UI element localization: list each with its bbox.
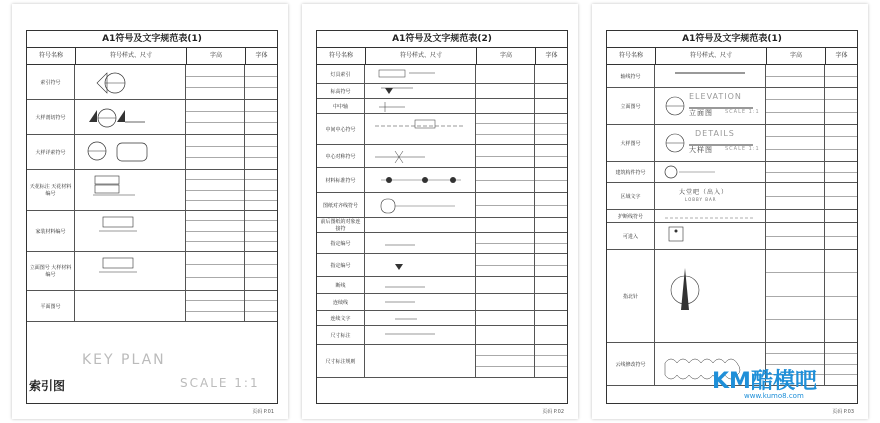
row-font [245,135,277,169]
page-1 [12,4,288,419]
row-font [825,88,857,124]
table-header [607,48,857,65]
row-name: 中心对称符号 [317,145,365,167]
row-font [825,210,857,222]
table-row [317,145,567,168]
row-symbol [365,345,476,377]
table-row [317,168,567,193]
row-height [186,291,245,321]
table-row [607,65,857,88]
header-style: 符号样式、尺寸 [76,48,187,64]
row-symbol [655,162,766,182]
row-name: 家装材料编号 [27,211,75,251]
watermark-logo: KM酷模吧 [712,369,817,394]
row-symbol [365,168,476,192]
table-header [27,48,277,65]
row-font [245,65,277,99]
row-name: 护断线符号 [607,210,655,222]
table-title: A1符号及文字规范表(2) [317,31,567,48]
row-symbol [365,311,476,325]
row-symbol [655,210,766,222]
row-symbol [365,114,476,144]
page-3 [592,4,868,419]
row-font [535,114,567,144]
spec-table-2 [316,30,568,404]
table-row [27,291,277,322]
row-name: 云线修改符号 [607,343,655,385]
row-name: 标高符号 [317,84,365,98]
row-height [476,99,535,113]
table-row [27,65,277,100]
row-height [476,84,535,98]
row-font [535,193,567,217]
header-height: 字高 [767,48,826,64]
row-name: 索引符号 [27,65,75,99]
row-font [535,218,567,232]
row-height [766,250,825,342]
row-font [535,254,567,276]
row-height [476,114,535,144]
row-height [186,65,245,99]
table-row [317,294,567,311]
row-name: 尺寸标注规则 [317,345,365,377]
row-font [825,223,857,249]
row-font [825,65,857,87]
row-symbol [365,326,476,344]
row-font [535,145,567,167]
table-title: A1符号及文字规范表(1) [607,31,857,48]
row-symbol [365,233,476,253]
row-font [245,170,277,210]
row-name: 前后图纸的对象连接符 [317,218,365,232]
row-name: 指定编号 [317,233,365,253]
row-symbol [655,223,766,249]
row-height [476,277,535,293]
row-font [825,125,857,161]
table-row [27,135,277,170]
row-font [535,65,567,83]
index-label: 索引图 [29,379,66,393]
row-height [766,65,825,87]
watermark-url: www.kumo8.com [744,392,804,400]
row-symbol [75,291,186,321]
table-row [317,193,567,218]
scale-label: SCALE 1:1 [180,376,260,390]
table-row [607,162,857,183]
table-row [27,252,277,291]
header-name: 符号名称 [27,48,76,64]
table-row [27,170,277,211]
row-symbol [365,294,476,310]
row-symbol [75,135,186,169]
table-row [607,183,857,210]
row-name: 中间中心符号 [317,114,365,144]
row-font [535,99,567,113]
symbol-text: 大堂吧（出入） [679,189,729,196]
row-symbol [365,218,476,232]
row-height [476,326,535,344]
row-name: 材料标准符号 [317,168,365,192]
row-height [766,125,825,161]
row-font [245,252,277,290]
row-height [186,170,245,210]
row-height [766,223,825,249]
symbol-text: 立面图 [689,109,713,117]
row-font [245,291,277,321]
row-font [535,326,567,344]
spec-table-1 [26,30,278,404]
row-font [535,311,567,325]
header-name: 符号名称 [317,48,366,64]
row-symbol [655,250,766,342]
row-height [186,135,245,169]
row-name: 灯具索引 [317,65,365,83]
header-style: 符号样式、尺寸 [366,48,477,64]
row-height [476,168,535,192]
row-font [535,294,567,310]
row-name: 图纸对齐线符号 [317,193,365,217]
row-symbol [365,193,476,217]
row-height [476,65,535,83]
table-header [317,48,567,65]
row-name: 立面图号 大样材料编号 [27,252,75,290]
row-name: 立面图号 [607,88,655,124]
spec-table-3 [606,30,858,404]
row-symbol [365,254,476,276]
row-height [186,100,245,134]
keyplan-label: KEY PLAN [82,352,166,368]
row-font [825,343,857,385]
row-symbol [365,99,476,113]
row-font [535,168,567,192]
table-row [317,233,567,254]
symbol-text: SCALE 1:1 [725,146,760,152]
header-style: 符号样式、尺寸 [656,48,767,64]
row-symbol [75,65,186,99]
row-name: 轴线符号 [607,65,655,87]
table-row [317,277,567,294]
row-font [245,211,277,251]
row-symbol [75,100,186,134]
row-symbol [365,145,476,167]
row-height [476,145,535,167]
row-name: 中中轴 [317,99,365,113]
table-row [607,223,857,250]
row-height [766,183,825,209]
row-height [476,193,535,217]
header-font: 字体 [835,52,848,59]
table-row [317,311,567,326]
table-row [607,250,857,343]
table-row [317,218,567,233]
table-row [27,211,277,252]
row-name: 大样图号 [607,125,655,161]
row-height [476,294,535,310]
table-row [317,99,567,114]
row-symbol [365,65,476,83]
row-name: 建筑构件符号 [607,162,655,182]
row-name: 指定编号 [317,254,365,276]
page-2 [302,4,578,419]
row-symbol [75,252,186,290]
row-symbol [75,211,186,251]
row-font [535,233,567,253]
page-number: 页码 P.03 [832,409,854,415]
header-font: 字体 [545,52,558,59]
row-symbol [655,65,766,87]
page-number: 页码 P.02 [542,409,564,415]
row-height [476,345,535,377]
row-name: 断线 [317,277,365,293]
row-height [476,254,535,276]
row-font [535,277,567,293]
symbol-text: SCALE 1:1 [725,109,760,115]
symbol-text: DETAILS [695,129,735,138]
row-name: 可进入 [607,223,655,249]
table-title: A1符号及文字规范表(1) [27,31,277,48]
row-height [766,88,825,124]
row-symbol [655,183,766,209]
row-symbol [655,88,766,124]
row-font [535,84,567,98]
table-row [317,326,567,345]
symbol-text: LOBBY BAR [685,197,717,202]
row-height [766,162,825,182]
table-row [317,84,567,99]
table-row [27,100,277,135]
table-row [317,65,567,84]
row-height [186,211,245,251]
table-row [317,345,567,378]
row-name: 天花标注 天花材料编号 [27,170,75,210]
row-name: 平面图号 [27,291,75,321]
table-row [317,254,567,277]
row-font [825,162,857,182]
row-font [535,345,567,377]
header-name: 符号名称 [607,48,656,64]
table-row [607,125,857,162]
symbol-text: 大样图 [689,146,713,154]
row-height [766,210,825,222]
row-height [476,311,535,325]
row-name: 指北针 [607,250,655,342]
row-height [476,218,535,232]
header-font: 字体 [255,52,268,59]
page-number: 页码 P.01 [252,409,274,415]
row-height [186,252,245,290]
row-name: 大样详索符号 [27,135,75,169]
row-name: 连续线 [317,294,365,310]
table-row [607,210,857,223]
row-name: 大样剖切符号 [27,100,75,134]
row-name: 连续文字 [317,311,365,325]
header-height: 字高 [477,48,536,64]
row-font [825,183,857,209]
row-symbol [365,84,476,98]
row-symbol [655,125,766,161]
row-symbol [75,170,186,210]
row-name: 区域文字 [607,183,655,209]
table-row [607,88,857,125]
symbol-text: ELEVATION [689,92,742,101]
row-height [476,233,535,253]
row-name: 尺寸标注 [317,326,365,344]
header-height: 字高 [187,48,246,64]
row-font [245,100,277,134]
table-row [317,114,567,145]
row-symbol [365,277,476,293]
row-font [825,250,857,342]
